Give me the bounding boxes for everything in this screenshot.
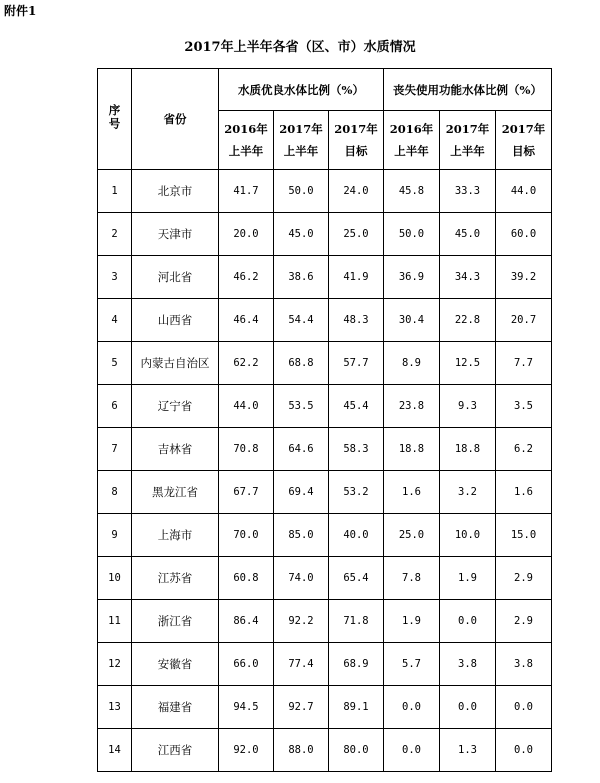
sub-header-5: 2017年 目标: [496, 111, 552, 170]
sub-header-4: 2017年 上半年: [440, 111, 496, 170]
cell-loss-2016: 45.8: [384, 170, 440, 213]
cell-loss-2017: 3.2: [440, 471, 496, 514]
cell-good-2016: 20.0: [219, 213, 274, 256]
sub-header-0: 2016年 上半年: [219, 111, 274, 170]
cell-good-target: 45.4: [329, 385, 384, 428]
cell-loss-target: 3.5: [496, 385, 552, 428]
cell-province: 黑龙江省: [132, 471, 219, 514]
cell-good-target: 58.3: [329, 428, 384, 471]
cell-no: 12: [98, 643, 132, 686]
cell-loss-2017: 33.3: [440, 170, 496, 213]
table-row: [98, 600, 552, 643]
sub-header-1: 2017年 上半年: [274, 111, 329, 170]
table-row: [98, 342, 552, 385]
cell-loss-2016: 7.8: [384, 557, 440, 600]
cell-good-2016: 44.0: [219, 385, 274, 428]
cell-good-target: 53.2: [329, 471, 384, 514]
cell-good-2017: 92.2: [274, 600, 329, 643]
cell-no: 5: [98, 342, 132, 385]
cell-good-target: 71.8: [329, 600, 384, 643]
cell-loss-2016: 1.6: [384, 471, 440, 514]
cell-no: 2: [98, 213, 132, 256]
table-row: [98, 256, 552, 299]
table-row: [98, 729, 552, 772]
cell-loss-2016: 0.0: [384, 686, 440, 729]
cell-loss-target: 0.0: [496, 729, 552, 772]
cell-good-target: 65.4: [329, 557, 384, 600]
cell-good-2017: 68.8: [274, 342, 329, 385]
table-row: [98, 299, 552, 342]
cell-good-target: 68.9: [329, 643, 384, 686]
cell-loss-target: 7.7: [496, 342, 552, 385]
cell-loss-2017: 9.3: [440, 385, 496, 428]
cell-province: 江西省: [132, 729, 219, 772]
cell-good-2017: 77.4: [274, 643, 329, 686]
cell-loss-2016: 5.7: [384, 643, 440, 686]
cell-loss-2017: 45.0: [440, 213, 496, 256]
cell-loss-target: 3.8: [496, 643, 552, 686]
cell-good-2017: 50.0: [274, 170, 329, 213]
cell-loss-target: 0.0: [496, 686, 552, 729]
cell-loss-2017: 0.0: [440, 686, 496, 729]
cell-province: 吉林省: [132, 428, 219, 471]
cell-good-target: 57.7: [329, 342, 384, 385]
cell-no: 1: [98, 170, 132, 213]
sub-header-3: 2016年 上半年: [384, 111, 440, 170]
cell-loss-2016: 1.9: [384, 600, 440, 643]
sub-header-2: 2017年 目标: [329, 111, 384, 170]
cell-good-2016: 67.7: [219, 471, 274, 514]
table-row: [98, 557, 552, 600]
cell-loss-2016: 25.0: [384, 514, 440, 557]
cell-good-2017: 74.0: [274, 557, 329, 600]
cell-loss-2017: 10.0: [440, 514, 496, 557]
cell-no: 6: [98, 385, 132, 428]
cell-good-2016: 86.4: [219, 600, 274, 643]
cell-good-2016: 46.4: [219, 299, 274, 342]
cell-good-2017: 69.4: [274, 471, 329, 514]
cell-province: 上海市: [132, 514, 219, 557]
table-row: [98, 514, 552, 557]
table-row: [98, 428, 552, 471]
cell-good-target: 89.1: [329, 686, 384, 729]
cell-province: 安徽省: [132, 643, 219, 686]
cell-loss-2016: 30.4: [384, 299, 440, 342]
cell-good-2017: 45.0: [274, 213, 329, 256]
cell-loss-target: 1.6: [496, 471, 552, 514]
cell-no: 8: [98, 471, 132, 514]
cell-loss-2016: 36.9: [384, 256, 440, 299]
cell-loss-2016: 8.9: [384, 342, 440, 385]
cell-loss-target: 60.0: [496, 213, 552, 256]
cell-loss-2016: 18.8: [384, 428, 440, 471]
cell-good-2017: 88.0: [274, 729, 329, 772]
cell-good-target: 40.0: [329, 514, 384, 557]
cell-loss-2017: 18.8: [440, 428, 496, 471]
cell-province: 北京市: [132, 170, 219, 213]
cell-loss-2017: 22.8: [440, 299, 496, 342]
cell-good-target: 80.0: [329, 729, 384, 772]
cell-good-2016: 70.8: [219, 428, 274, 471]
cell-loss-2017: 1.9: [440, 557, 496, 600]
cell-good-2017: 64.6: [274, 428, 329, 471]
cell-province: 内蒙古自治区: [132, 342, 219, 385]
cell-province: 河北省: [132, 256, 219, 299]
cell-good-target: 25.0: [329, 213, 384, 256]
cell-loss-2016: 50.0: [384, 213, 440, 256]
document-title: 2017年上半年各省（区、市）水质情况: [184, 40, 416, 55]
cell-good-2017: 38.6: [274, 256, 329, 299]
cell-good-target: 24.0: [329, 170, 384, 213]
table-row: [98, 213, 552, 256]
cell-good-2016: 46.2: [219, 256, 274, 299]
cell-good-2017: 54.4: [274, 299, 329, 342]
cell-good-target: 41.9: [329, 256, 384, 299]
cell-loss-target: 2.9: [496, 557, 552, 600]
cell-good-target: 48.3: [329, 299, 384, 342]
cell-loss-2016: 23.8: [384, 385, 440, 428]
cell-loss-2017: 12.5: [440, 342, 496, 385]
cell-good-2016: 60.8: [219, 557, 274, 600]
header-row-group: [98, 69, 552, 111]
cell-good-2016: 70.0: [219, 514, 274, 557]
table-row: [98, 170, 552, 213]
cell-no: 13: [98, 686, 132, 729]
cell-good-2017: 85.0: [274, 514, 329, 557]
cell-loss-target: 44.0: [496, 170, 552, 213]
header-loss-ratio: 丧失使用功能水体比例（%）: [384, 69, 552, 111]
cell-loss-target: 6.2: [496, 428, 552, 471]
header-good-ratio: 水质优良水体比例（%）: [219, 69, 384, 111]
cell-province: 江苏省: [132, 557, 219, 600]
cell-good-2016: 66.0: [219, 643, 274, 686]
header-no: 序号: [98, 69, 132, 170]
table-row: [98, 643, 552, 686]
cell-province: 山西省: [132, 299, 219, 342]
attachment-label: 附件1: [4, 4, 37, 18]
cell-good-2016: 92.0: [219, 729, 274, 772]
cell-province: 福建省: [132, 686, 219, 729]
table-body: [98, 170, 552, 772]
cell-loss-2017: 34.3: [440, 256, 496, 299]
cell-loss-target: 15.0: [496, 514, 552, 557]
cell-province: 辽宁省: [132, 385, 219, 428]
cell-no: 3: [98, 256, 132, 299]
header-province: 省份: [132, 69, 219, 170]
cell-no: 7: [98, 428, 132, 471]
cell-good-2017: 53.5: [274, 385, 329, 428]
cell-good-2016: 94.5: [219, 686, 274, 729]
cell-no: 10: [98, 557, 132, 600]
cell-good-2016: 62.2: [219, 342, 274, 385]
cell-no: 4: [98, 299, 132, 342]
cell-no: 14: [98, 729, 132, 772]
cell-loss-target: 39.2: [496, 256, 552, 299]
cell-province: 浙江省: [132, 600, 219, 643]
cell-loss-2017: 0.0: [440, 600, 496, 643]
table-row: [98, 686, 552, 729]
cell-loss-target: 20.7: [496, 299, 552, 342]
cell-no: 11: [98, 600, 132, 643]
cell-good-2017: 92.7: [274, 686, 329, 729]
cell-loss-target: 2.9: [496, 600, 552, 643]
cell-no: 9: [98, 514, 132, 557]
table-row: [98, 471, 552, 514]
water-quality-table: [97, 68, 552, 772]
cell-loss-2016: 0.0: [384, 729, 440, 772]
cell-good-2016: 41.7: [219, 170, 274, 213]
cell-loss-2017: 1.3: [440, 729, 496, 772]
cell-province: 天津市: [132, 213, 219, 256]
table-row: [98, 385, 552, 428]
cell-loss-2017: 3.8: [440, 643, 496, 686]
